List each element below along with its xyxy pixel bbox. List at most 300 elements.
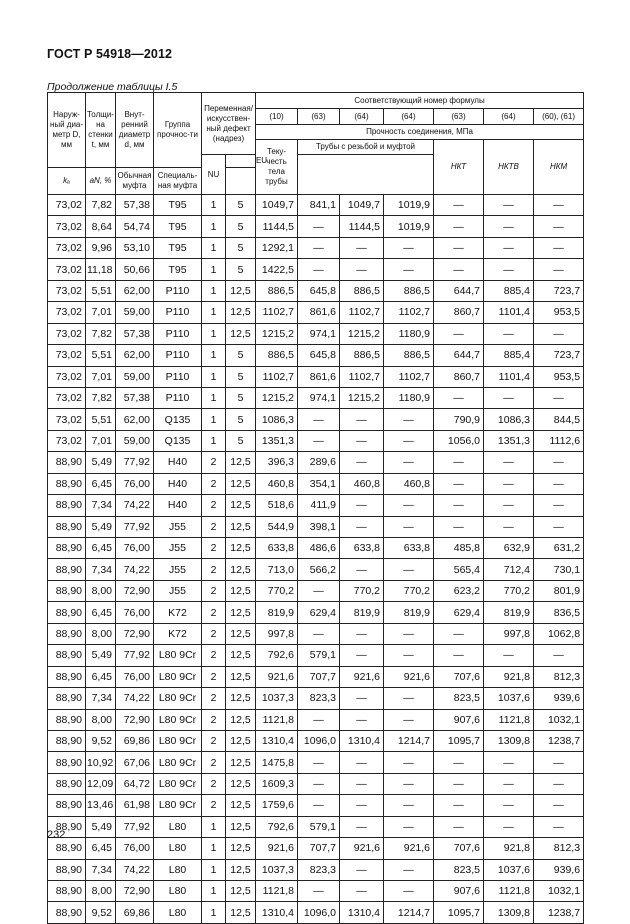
- table-cell: 1609,3: [256, 773, 298, 794]
- table-cell: 1: [202, 859, 226, 880]
- table-cell: T95: [154, 259, 202, 280]
- table-cell: 1422,5: [256, 259, 298, 280]
- table-row: [48, 623, 584, 644]
- table-cell: 707,7: [298, 666, 340, 687]
- table-cell: T95: [154, 237, 202, 258]
- table-cell: 73,02: [48, 409, 86, 430]
- table-cell: 12,5: [226, 816, 256, 837]
- formula-number: (60), (61): [534, 109, 584, 125]
- table-cell: 12,5: [226, 302, 256, 323]
- table-cell: 6,45: [86, 538, 116, 559]
- formula-number: (64): [384, 109, 434, 125]
- table-cell: 1475,8: [256, 752, 298, 773]
- table-cell: 1: [202, 280, 226, 301]
- table-cell: 974,1: [298, 387, 340, 408]
- table-cell: 5: [226, 237, 256, 258]
- table-cell: 632,9: [484, 538, 534, 559]
- col-nkm: НКМ: [534, 140, 584, 195]
- table-cell: 1096,0: [298, 902, 340, 923]
- table-cell: 12,5: [226, 323, 256, 344]
- table-cell: 633,8: [340, 538, 384, 559]
- table-cell: 6,45: [86, 473, 116, 494]
- table-cell: 2: [202, 452, 226, 473]
- table-cell: 88,90: [48, 795, 86, 816]
- table-cell: 5: [226, 216, 256, 237]
- table-cell: 12,5: [226, 280, 256, 301]
- table-cell: —: [534, 195, 584, 216]
- table-cell: 88,90: [48, 709, 86, 730]
- table-cell: 823,3: [298, 859, 340, 880]
- table-cell: 2: [202, 666, 226, 687]
- table-cell: P110: [154, 345, 202, 366]
- table-cell: 1: [202, 345, 226, 366]
- table-cell: —: [484, 259, 534, 280]
- formula-number: (63): [434, 109, 484, 125]
- table-cell: 72,90: [116, 881, 154, 902]
- table-cell: —: [484, 216, 534, 237]
- table-cell: 707,6: [434, 838, 484, 859]
- table-cell: 1102,7: [384, 302, 434, 323]
- table-cell: —: [340, 795, 384, 816]
- table-cell: 974,1: [298, 323, 340, 344]
- table-cell: —: [434, 237, 484, 258]
- table-cell: L80 9Cr: [154, 709, 202, 730]
- table-cell: 2: [202, 773, 226, 794]
- table-cell: 579,1: [298, 816, 340, 837]
- table-cell: —: [384, 430, 434, 451]
- table-cell: 1037,3: [256, 859, 298, 880]
- table-cell: 631,2: [534, 538, 584, 559]
- table-cell: 1062,8: [534, 623, 584, 644]
- table-cell: 1086,3: [256, 409, 298, 430]
- table-cell: 7,34: [86, 859, 116, 880]
- table-cell: 354,1: [298, 473, 340, 494]
- table-cell: 819,9: [256, 602, 298, 623]
- table-cell: —: [298, 409, 340, 430]
- table-cell: 645,8: [298, 345, 340, 366]
- table-cell: —: [298, 623, 340, 644]
- formula-number: (64): [340, 109, 384, 125]
- table-cell: L80 9Cr: [154, 773, 202, 794]
- table-cell: 485,8: [434, 538, 484, 559]
- table-cell: —: [434, 259, 484, 280]
- table-cell: 7,34: [86, 495, 116, 516]
- table-cell: 1214,7: [384, 902, 434, 923]
- table-cell: 1: [202, 195, 226, 216]
- table-row: [48, 816, 584, 837]
- table-cell: —: [384, 516, 434, 537]
- formula-number: (10): [256, 109, 298, 125]
- table-cell: 1: [202, 409, 226, 430]
- table-cell: 819,9: [340, 602, 384, 623]
- document-header: ГОСТ Р 54918—2012: [47, 47, 173, 61]
- table-cell: P110: [154, 280, 202, 301]
- table-row: [48, 752, 584, 773]
- table-cell: 886,5: [256, 345, 298, 366]
- table-cell: 88,90: [48, 688, 86, 709]
- table-cell: 7,82: [86, 323, 116, 344]
- table-cell: 1112,6: [534, 430, 584, 451]
- table-row: [48, 859, 584, 880]
- table-cell: 88,90: [48, 623, 86, 644]
- table-cell: 76,00: [116, 666, 154, 687]
- table-cell: —: [434, 473, 484, 494]
- table-cell: 73,02: [48, 430, 86, 451]
- table-cell: 2: [202, 516, 226, 537]
- table-row: [48, 838, 584, 859]
- table-row: [48, 280, 584, 301]
- table-row: [48, 323, 584, 344]
- page-number: 232: [47, 829, 66, 841]
- table-cell: 1049,7: [256, 195, 298, 216]
- table-cell: P110: [154, 302, 202, 323]
- table-cell: —: [340, 709, 384, 730]
- table-cell: 5,49: [86, 645, 116, 666]
- table-cell: 69,86: [116, 730, 154, 751]
- table-cell: 88,90: [48, 559, 86, 580]
- eu-title: EU: [226, 155, 298, 168]
- table-cell: 76,00: [116, 602, 154, 623]
- table-cell: 861,6: [298, 302, 340, 323]
- table-cell: 12,5: [226, 795, 256, 816]
- table-row: [48, 773, 584, 794]
- table-cell: 88,90: [48, 881, 86, 902]
- table-cell: 1037,3: [256, 688, 298, 709]
- table-cell: 1019,9: [384, 195, 434, 216]
- table-cell: 1215,2: [256, 323, 298, 344]
- table-cell: 5: [226, 345, 256, 366]
- table-cell: —: [384, 559, 434, 580]
- table-cell: 54,74: [116, 216, 154, 237]
- table-cell: —: [534, 237, 584, 258]
- table-cell: —: [534, 452, 584, 473]
- table-cell: 7,01: [86, 366, 116, 387]
- table-cell: 860,7: [434, 302, 484, 323]
- table-cell: 7,01: [86, 430, 116, 451]
- table-cell: 790,9: [434, 409, 484, 430]
- table-cell: 88,90: [48, 730, 86, 751]
- table-cell: —: [384, 859, 434, 880]
- table-cell: 823,3: [298, 688, 340, 709]
- table-cell: 707,6: [434, 666, 484, 687]
- table-cell: 73,02: [48, 280, 86, 301]
- table-cell: 53,10: [116, 237, 154, 258]
- table-cell: 623,2: [434, 580, 484, 601]
- table-cell: 886,5: [256, 280, 298, 301]
- table-cell: L80: [154, 859, 202, 880]
- table-cell: 88,90: [48, 473, 86, 494]
- table-cell: 73,02: [48, 302, 86, 323]
- table-cell: 7,34: [86, 688, 116, 709]
- table-cell: —: [484, 516, 534, 537]
- table-cell: —: [298, 752, 340, 773]
- table-cell: —: [484, 752, 534, 773]
- table-cell: 1238,7: [534, 730, 584, 751]
- table-row: [48, 302, 584, 323]
- table-cell: 819,9: [384, 602, 434, 623]
- table-cell: 12,5: [226, 838, 256, 859]
- table-cell: 633,8: [256, 538, 298, 559]
- table-cell: 50,66: [116, 259, 154, 280]
- table-cell: 518,6: [256, 495, 298, 516]
- table-cell: 72,90: [116, 580, 154, 601]
- table-cell: 11,18: [86, 259, 116, 280]
- table-cell: 1095,7: [434, 730, 484, 751]
- table-cell: 1: [202, 259, 226, 280]
- table-cell: 644,7: [434, 345, 484, 366]
- table-cell: K72: [154, 623, 202, 644]
- table-cell: 707,7: [298, 838, 340, 859]
- table-cell: Q135: [154, 430, 202, 451]
- table-cell: 1215,2: [340, 387, 384, 408]
- table-cell: 1: [202, 838, 226, 859]
- table-cell: L80: [154, 881, 202, 902]
- table-cell: 12,5: [226, 752, 256, 773]
- table-cell: 12,5: [226, 773, 256, 794]
- table-row: [48, 688, 584, 709]
- table-cell: 770,2: [256, 580, 298, 601]
- table-cell: —: [434, 752, 484, 773]
- table-cell: 88,90: [48, 902, 86, 923]
- table-cell: 579,1: [298, 645, 340, 666]
- table-cell: 2: [202, 795, 226, 816]
- table-cell: 12,5: [226, 688, 256, 709]
- table-cell: 861,6: [298, 366, 340, 387]
- table-row: [48, 602, 584, 623]
- table-row: [48, 516, 584, 537]
- table-cell: 12,5: [226, 602, 256, 623]
- table-cell: —: [484, 452, 534, 473]
- table-cell: —: [484, 473, 534, 494]
- table-cell: 1214,7: [384, 730, 434, 751]
- table-cell: 411,9: [298, 495, 340, 516]
- table-cell: P110: [154, 323, 202, 344]
- table-cell: 7,82: [86, 195, 116, 216]
- col-strength-group: Группа прочнос-ти: [154, 93, 202, 168]
- table-cell: 1037,6: [484, 688, 534, 709]
- table-cell: 13,46: [86, 795, 116, 816]
- table-cell: 1086,3: [484, 409, 534, 430]
- table-cell: 1096,0: [298, 730, 340, 751]
- table-cell: —: [534, 216, 584, 237]
- table-cell: 997,8: [484, 623, 534, 644]
- formula-number: (64): [484, 109, 534, 125]
- table-cell: 12,5: [226, 580, 256, 601]
- table-cell: J55: [154, 516, 202, 537]
- table-cell: 9,52: [86, 902, 116, 923]
- table-cell: —: [534, 387, 584, 408]
- table-cell: 997,8: [256, 623, 298, 644]
- table-cell: 7,34: [86, 559, 116, 580]
- table-cell: K72: [154, 602, 202, 623]
- table-cell: 1309,8: [484, 730, 534, 751]
- table-cell: 939,6: [534, 859, 584, 880]
- table-cell: 1102,7: [384, 366, 434, 387]
- table-cell: J55: [154, 559, 202, 580]
- table-cell: 7,82: [86, 387, 116, 408]
- table-caption: Продолжение таблицы I.5: [47, 81, 178, 93]
- table-cell: 12,09: [86, 773, 116, 794]
- table-row: [48, 730, 584, 751]
- table-cell: 1238,7: [534, 902, 584, 923]
- table-cell: 6,45: [86, 602, 116, 623]
- table-cell: 76,00: [116, 838, 154, 859]
- table-cell: —: [340, 816, 384, 837]
- table-cell: 73,02: [48, 216, 86, 237]
- table-cell: 5,49: [86, 516, 116, 537]
- table-cell: 921,8: [484, 666, 534, 687]
- table-cell: 73,02: [48, 387, 86, 408]
- table-cell: —: [484, 237, 534, 258]
- table-cell: —: [340, 259, 384, 280]
- table-cell: 565,4: [434, 559, 484, 580]
- table-cell: 544,9: [256, 516, 298, 537]
- table-cell: —: [340, 559, 384, 580]
- table-cell: —: [340, 495, 384, 516]
- table-cell: 1121,8: [484, 709, 534, 730]
- table-cell: 629,4: [434, 602, 484, 623]
- table-cell: 1292,1: [256, 237, 298, 258]
- table-cell: —: [484, 816, 534, 837]
- table-cell: —: [484, 323, 534, 344]
- table-cell: 460,8: [256, 473, 298, 494]
- table-row: [48, 645, 584, 666]
- table-cell: —: [340, 516, 384, 537]
- table-cell: 1144,5: [340, 216, 384, 237]
- table-cell: 62,00: [116, 345, 154, 366]
- strength-title: Прочность соединения, МПа: [256, 125, 584, 140]
- table-cell: —: [534, 323, 584, 344]
- table-cell: 2: [202, 709, 226, 730]
- table-cell: —: [384, 773, 434, 794]
- table-cell: —: [298, 795, 340, 816]
- table-cell: —: [534, 645, 584, 666]
- table-cell: L80: [154, 816, 202, 837]
- col-body-yield: Теку-честь тела трубы: [256, 140, 298, 195]
- table-cell: 57,38: [116, 323, 154, 344]
- table-cell: 12,5: [226, 881, 256, 902]
- table-cell: 1102,7: [256, 366, 298, 387]
- table-cell: 88,90: [48, 580, 86, 601]
- table-cell: —: [298, 580, 340, 601]
- table-cell: 6,45: [86, 666, 116, 687]
- table-cell: 886,5: [340, 345, 384, 366]
- table-cell: 5,51: [86, 280, 116, 301]
- table-cell: T95: [154, 195, 202, 216]
- table-cell: 9,52: [86, 730, 116, 751]
- table-cell: L80 9Cr: [154, 730, 202, 751]
- table-cell: 88,90: [48, 602, 86, 623]
- table-cell: 953,5: [534, 302, 584, 323]
- table-cell: 76,00: [116, 473, 154, 494]
- table-cell: 1: [202, 302, 226, 323]
- table-cell: —: [434, 773, 484, 794]
- table-cell: 629,4: [298, 602, 340, 623]
- table-cell: 2: [202, 730, 226, 751]
- table-cell: —: [298, 709, 340, 730]
- table-cell: 1759,6: [256, 795, 298, 816]
- table-cell: 1144,5: [256, 216, 298, 237]
- table-row: [48, 580, 584, 601]
- table-cell: J55: [154, 538, 202, 559]
- table-cell: 2: [202, 645, 226, 666]
- table-cell: 1121,8: [484, 881, 534, 902]
- table-cell: 8,00: [86, 580, 116, 601]
- table-cell: —: [384, 645, 434, 666]
- table-row: [48, 666, 584, 687]
- table-cell: 2: [202, 538, 226, 559]
- table-cell: 88,90: [48, 645, 86, 666]
- table-row: [48, 216, 584, 237]
- table-cell: 72,90: [116, 623, 154, 644]
- table-cell: 74,22: [116, 559, 154, 580]
- table-cell: 1310,4: [340, 730, 384, 751]
- table-cell: —: [340, 409, 384, 430]
- col-wall-thickness: Толщи-на стенки t, мм: [86, 93, 116, 168]
- table-cell: 76,00: [116, 538, 154, 559]
- table-cell: 823,5: [434, 688, 484, 709]
- table-cell: L80 9Cr: [154, 752, 202, 773]
- table-cell: 77,92: [116, 452, 154, 473]
- table-cell: —: [384, 495, 434, 516]
- table-cell: 12,5: [226, 473, 256, 494]
- table-cell: 1215,2: [340, 323, 384, 344]
- table-cell: —: [434, 816, 484, 837]
- table-cell: 2: [202, 495, 226, 516]
- table-cell: 1102,7: [256, 302, 298, 323]
- table-cell: 1102,7: [340, 366, 384, 387]
- formula-number: (63): [298, 109, 340, 125]
- col-inner-diameter: Внут-ренний диаметр d, мм: [116, 93, 154, 168]
- table-cell: —: [384, 623, 434, 644]
- table-cell: 73,02: [48, 195, 86, 216]
- table-cell: —: [434, 516, 484, 537]
- table-cell: —: [434, 387, 484, 408]
- table-cell: 74,22: [116, 859, 154, 880]
- table-cell: 12,5: [226, 623, 256, 644]
- table-cell: 1351,3: [256, 430, 298, 451]
- table-cell: —: [340, 430, 384, 451]
- table-row: [48, 430, 584, 451]
- table-cell: 836,5: [534, 602, 584, 623]
- table-cell: 10,92: [86, 752, 116, 773]
- table-cell: 885,4: [484, 345, 534, 366]
- table-cell: 5: [226, 259, 256, 280]
- table-cell: 57,38: [116, 195, 154, 216]
- table-cell: 2: [202, 602, 226, 623]
- table-row: [48, 366, 584, 387]
- table-cell: 823,5: [434, 859, 484, 880]
- table-cell: 12,5: [226, 495, 256, 516]
- table-cell: 907,6: [434, 881, 484, 902]
- table-cell: —: [340, 881, 384, 902]
- table-cell: —: [484, 645, 534, 666]
- table-cell: 57,38: [116, 387, 154, 408]
- table-cell: 921,6: [384, 838, 434, 859]
- table-cell: 289,6: [298, 452, 340, 473]
- table-cell: 633,8: [384, 538, 434, 559]
- table-cell: L80: [154, 838, 202, 859]
- col-special-coupling: Специаль-ная муфта: [154, 168, 202, 195]
- table-cell: —: [384, 709, 434, 730]
- table-cell: 2: [202, 752, 226, 773]
- table-cell: 9,96: [86, 237, 116, 258]
- table-cell: 59,00: [116, 430, 154, 451]
- table-row: [48, 709, 584, 730]
- table-cell: 12,5: [226, 859, 256, 880]
- col-regular-coupling: Обычная муфта: [116, 168, 154, 195]
- table-cell: 1180,9: [384, 387, 434, 408]
